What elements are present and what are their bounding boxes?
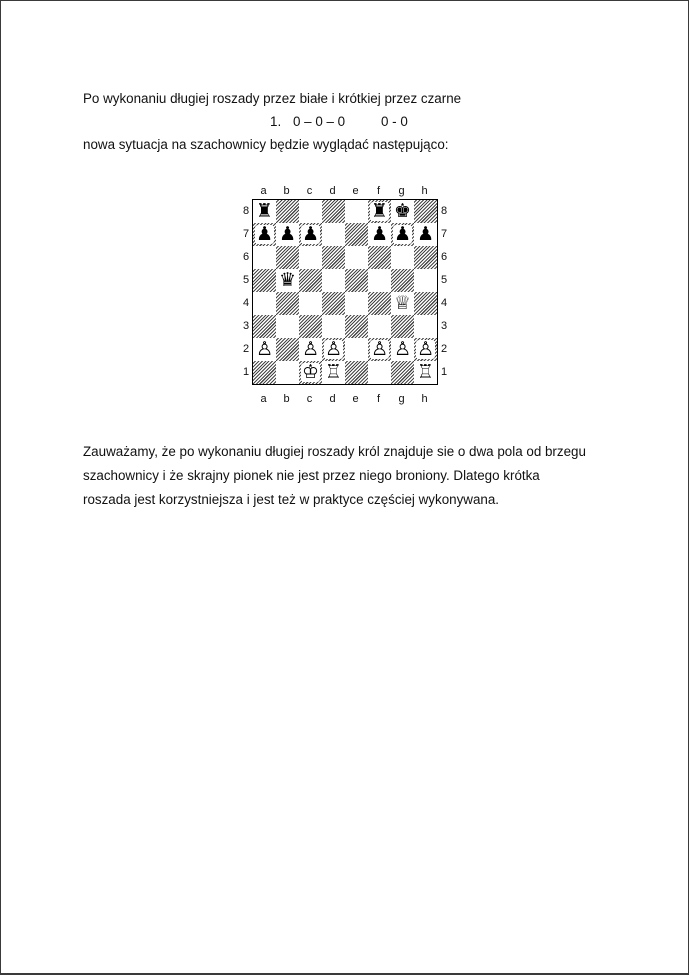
square-g8: [391, 200, 414, 223]
rank-label: 2: [440, 342, 448, 355]
square-f7: [368, 223, 391, 246]
rank-label: 2: [242, 342, 250, 355]
square-f6: [368, 246, 391, 269]
square-e5: [345, 269, 368, 292]
rank-label: 3: [242, 319, 250, 332]
file-label: d: [329, 393, 336, 405]
black-queen-icon: ♛: [278, 269, 297, 291]
square-d2: [322, 338, 345, 361]
square-b6: [276, 246, 299, 269]
square-f4: [368, 292, 391, 315]
rank-labels-left: [240, 199, 252, 383]
intro-text: Po wykonaniu długiej roszady przez białe i krótkiej przez czarne: [83, 91, 462, 106]
square-a3: [253, 315, 276, 338]
file-label: a: [260, 185, 267, 197]
black-move: 0 - 0: [381, 114, 408, 129]
square-d7: [322, 223, 345, 246]
square-c4: [299, 292, 322, 315]
rank-label: 1: [242, 365, 250, 378]
white-pawn-icon: ♙: [301, 338, 320, 360]
black-rook-icon: ♜: [370, 200, 389, 222]
chess-diagram: [237, 181, 457, 411]
square-g5: [391, 269, 414, 292]
square-a8: [253, 200, 276, 223]
white-rook-icon: ♖: [416, 361, 435, 383]
file-label: c: [306, 393, 313, 405]
square-b8: [276, 200, 299, 223]
square-c7: [299, 223, 322, 246]
square-h8: [414, 200, 437, 223]
black-pawn-icon: ♟: [255, 223, 274, 245]
white-king-icon: ♔: [301, 361, 320, 383]
square-h2: [414, 338, 437, 361]
square-b5: [276, 269, 299, 292]
square-f5: [368, 269, 391, 292]
square-d4: [322, 292, 345, 315]
square-b7: [276, 223, 299, 246]
square-h6: [414, 246, 437, 269]
white-queen-icon: ♕: [393, 292, 412, 314]
white-pawn-icon: ♙: [416, 338, 435, 360]
black-king-icon: ♚: [393, 200, 412, 222]
white-pawn-icon: ♙: [393, 338, 412, 360]
rank-label: 5: [242, 273, 250, 286]
square-f1: [368, 361, 391, 384]
black-pawn-icon: ♟: [370, 223, 389, 245]
square-e3: [345, 315, 368, 338]
square-c2: [299, 338, 322, 361]
square-a6: [253, 246, 276, 269]
file-labels-bottom: [252, 392, 436, 406]
chess-board: [252, 199, 438, 385]
file-labels-top: [252, 184, 436, 198]
white-rook-icon: ♖: [324, 361, 343, 383]
move-number: 1.: [270, 114, 282, 129]
square-c8: [299, 200, 322, 223]
rank-label: 8: [242, 204, 250, 217]
castling-moves-line: [1, 110, 688, 133]
square-g3: [391, 315, 414, 338]
square-a1: [253, 361, 276, 384]
file-label: a: [260, 393, 267, 405]
square-g1: [391, 361, 414, 384]
file-label: g: [398, 393, 405, 405]
square-d6: [322, 246, 345, 269]
square-h1: [414, 361, 437, 384]
conclusion-line: szachownicy i że skrajny pionek nie jest przez niego broniony. Dlatego krótka: [83, 468, 540, 483]
board-intro-text: nowa sytuacja na szachownicy będzie wyglądać następująco:: [83, 137, 449, 152]
square-a5: [253, 269, 276, 292]
square-g6: [391, 246, 414, 269]
square-e7: [345, 223, 368, 246]
rank-label: 6: [242, 250, 250, 263]
rank-label: 6: [440, 250, 448, 263]
black-rook-icon: ♜: [255, 200, 274, 222]
square-h7: [414, 223, 437, 246]
square-a2: [253, 338, 276, 361]
square-c6: [299, 246, 322, 269]
file-label: b: [283, 393, 290, 405]
square-g4: [391, 292, 414, 315]
file-label: e: [352, 185, 359, 197]
square-e4: [345, 292, 368, 315]
square-b1: [276, 361, 299, 384]
square-a4: [253, 292, 276, 315]
square-g7: [391, 223, 414, 246]
square-e6: [345, 246, 368, 269]
square-f8: [368, 200, 391, 223]
rank-label: 4: [242, 296, 250, 309]
black-pawn-icon: ♟: [278, 223, 297, 245]
square-d5: [322, 269, 345, 292]
file-label: b: [283, 185, 290, 197]
square-d8: [322, 200, 345, 223]
square-e8: [345, 200, 368, 223]
black-pawn-icon: ♟: [301, 223, 320, 245]
square-a7: [253, 223, 276, 246]
rank-label: 7: [440, 227, 448, 240]
square-g2: [391, 338, 414, 361]
file-label: d: [329, 185, 336, 197]
square-f2: [368, 338, 391, 361]
file-label: f: [376, 393, 381, 405]
rank-label: 4: [440, 296, 448, 309]
rank-labels-right: [438, 199, 450, 383]
file-label: e: [352, 393, 359, 405]
square-h3: [414, 315, 437, 338]
white-pawn-icon: ♙: [370, 338, 389, 360]
white-pawn-icon: ♙: [324, 338, 343, 360]
square-c1: [299, 361, 322, 384]
square-f3: [368, 315, 391, 338]
square-c3: [299, 315, 322, 338]
rank-label: 7: [242, 227, 250, 240]
square-d1: [322, 361, 345, 384]
white-pawn-icon: ♙: [255, 338, 274, 360]
file-label: f: [376, 185, 381, 197]
square-h4: [414, 292, 437, 315]
file-label: h: [421, 393, 428, 405]
conclusion-line: roszada jest korzystniejsza i jest też w praktyce częściej wykonywana.: [83, 492, 500, 507]
file-label: g: [398, 185, 405, 197]
square-h5: [414, 269, 437, 292]
white-move: 0 – 0 – 0: [293, 114, 346, 129]
square-e2: [345, 338, 368, 361]
rank-label: 1: [440, 365, 448, 378]
file-label: c: [306, 185, 313, 197]
conclusion-paragraph: [83, 440, 643, 512]
rank-label: 3: [440, 319, 448, 332]
square-c5: [299, 269, 322, 292]
conclusion-line: Zauważamy, że po wykonaniu długiej roszady król znajduje sie o dwa pola od brzegu: [83, 444, 586, 459]
square-e1: [345, 361, 368, 384]
rank-label: 5: [440, 273, 448, 286]
black-pawn-icon: ♟: [416, 223, 435, 245]
square-b3: [276, 315, 299, 338]
square-d3: [322, 315, 345, 338]
square-b2: [276, 338, 299, 361]
black-pawn-icon: ♟: [393, 223, 412, 245]
square-b4: [276, 292, 299, 315]
file-label: h: [421, 185, 428, 197]
rank-label: 8: [440, 204, 448, 217]
